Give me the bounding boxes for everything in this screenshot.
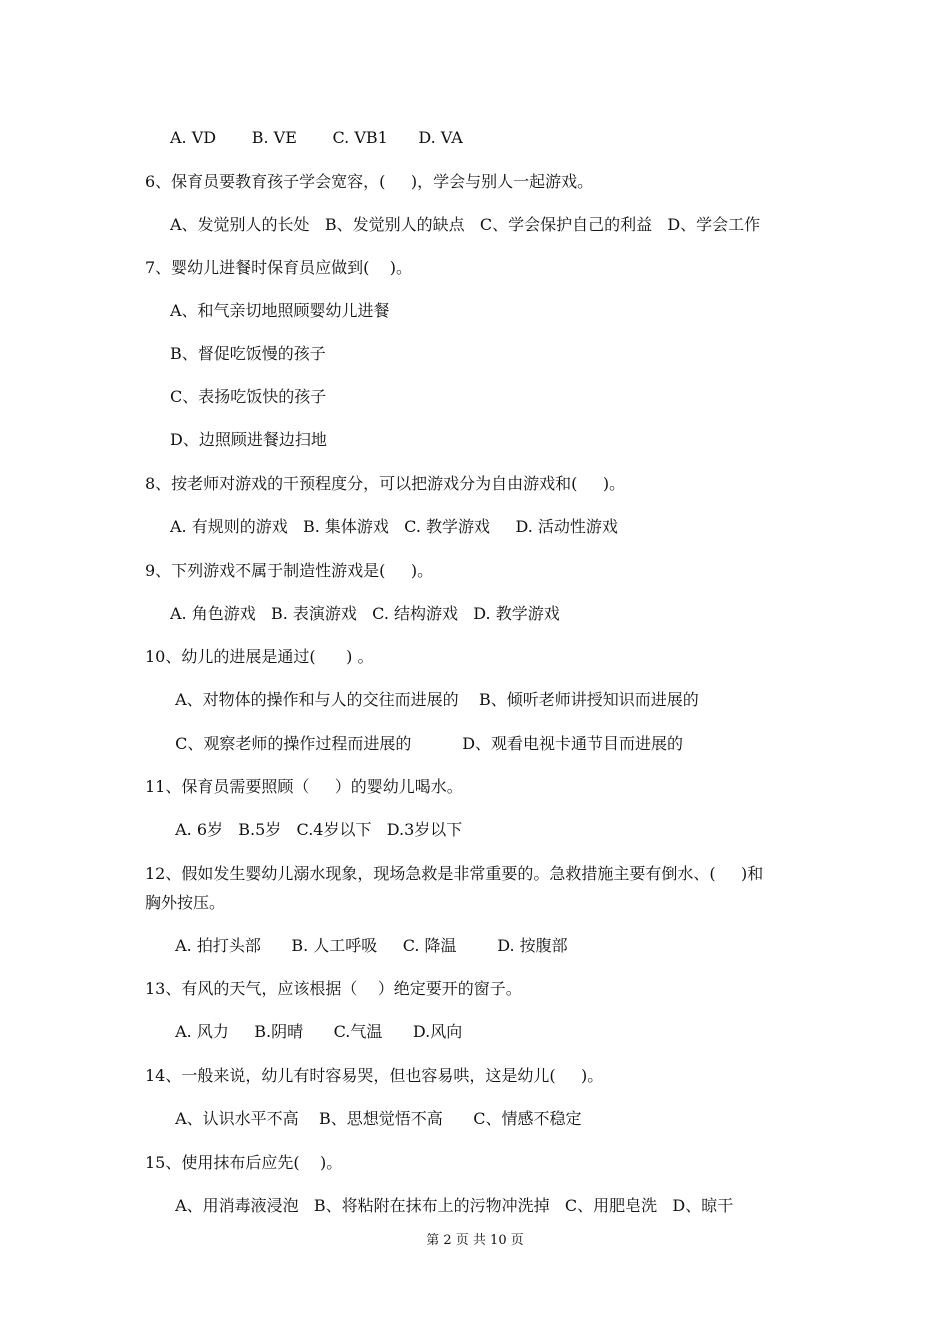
question-text: 胸外按压。 bbox=[145, 893, 226, 912]
answer-options: A. 拍打头部 B. 人工呼吸 C. 降温 D. 按腹部 bbox=[170, 936, 568, 955]
answer-options: C、表扬吃饭快的孩子 bbox=[170, 387, 327, 406]
answer-options: A. 风力 B.阴晴 C.气温 D.风向 bbox=[170, 1022, 463, 1041]
answer-options: A、发觉别人的长处 B、发觉别人的缺点 C、学会保护自己的利益 D、学会工作 bbox=[170, 215, 761, 234]
answer-options: B、督促吃饭慢的孩子 bbox=[170, 344, 326, 363]
question-text: 6、保育员要教育孩子学会宽容，( )，学会与别人一起游戏。 bbox=[145, 172, 594, 191]
question-text: 10、幼儿的进展是通过( ) 。 bbox=[145, 647, 374, 666]
answer-options: A. 角色游戏 B. 表演游戏 C. 结构游戏 D. 教学游戏 bbox=[170, 604, 560, 623]
answer-options: A. VD B. VE C. VB1 D. VA bbox=[170, 128, 463, 147]
answer-options: A、认识水平不高 B、思想觉悟不高 C、情感不稳定 bbox=[170, 1109, 582, 1128]
page-footer: 第 2 页 共 10 页 bbox=[426, 1233, 524, 1248]
question-text: 12、假如发生婴幼儿溺水现象，现场急救是非常重要的。急救措施主要有倒水、( )和 bbox=[145, 864, 764, 883]
answer-options: C、观察老师的操作过程而进展的 D、观看电视卡通节目而进展的 bbox=[170, 734, 684, 753]
question-text: 11、保育员需要照顾（ ）的婴幼儿喝水。 bbox=[145, 777, 463, 796]
answer-options: A. 6岁 B.5岁 C.4岁以下 D.3岁以下 bbox=[170, 820, 463, 839]
answer-options: A. 有规则的游戏 B. 集体游戏 C. 教学游戏 D. 活动性游戏 bbox=[170, 517, 618, 536]
question-text: 8、按老师对游戏的干预程度分，可以把游戏分为自由游戏和( )。 bbox=[145, 474, 626, 493]
answer-options: A、对物体的操作和与人的交往而进展的 B、倾听老师讲授知识而进展的 bbox=[170, 690, 699, 709]
answer-options: A、和气亲切地照顾婴幼儿进餐 bbox=[170, 301, 390, 320]
question-text: 14、一般来说，幼儿有时容易哭，但也容易哄，这是幼儿( )。 bbox=[145, 1066, 604, 1085]
answer-options: A、用消毒液浸泡 B、将粘附在抹布上的污物冲洗掉 C、用肥皂洗 D、晾干 bbox=[170, 1196, 734, 1215]
answer-options: D、边照顾进餐边扫地 bbox=[170, 430, 327, 449]
question-text: 15、使用抹布后应先( )。 bbox=[145, 1153, 343, 1172]
question-text: 13、有风的天气，应该根据（ ）绝定要开的窗子。 bbox=[145, 979, 522, 998]
question-text: 9、下列游戏不属于制造性游戏是( )。 bbox=[145, 561, 434, 580]
question-text: 7、婴幼儿进餐时保育员应做到( )。 bbox=[145, 258, 413, 277]
